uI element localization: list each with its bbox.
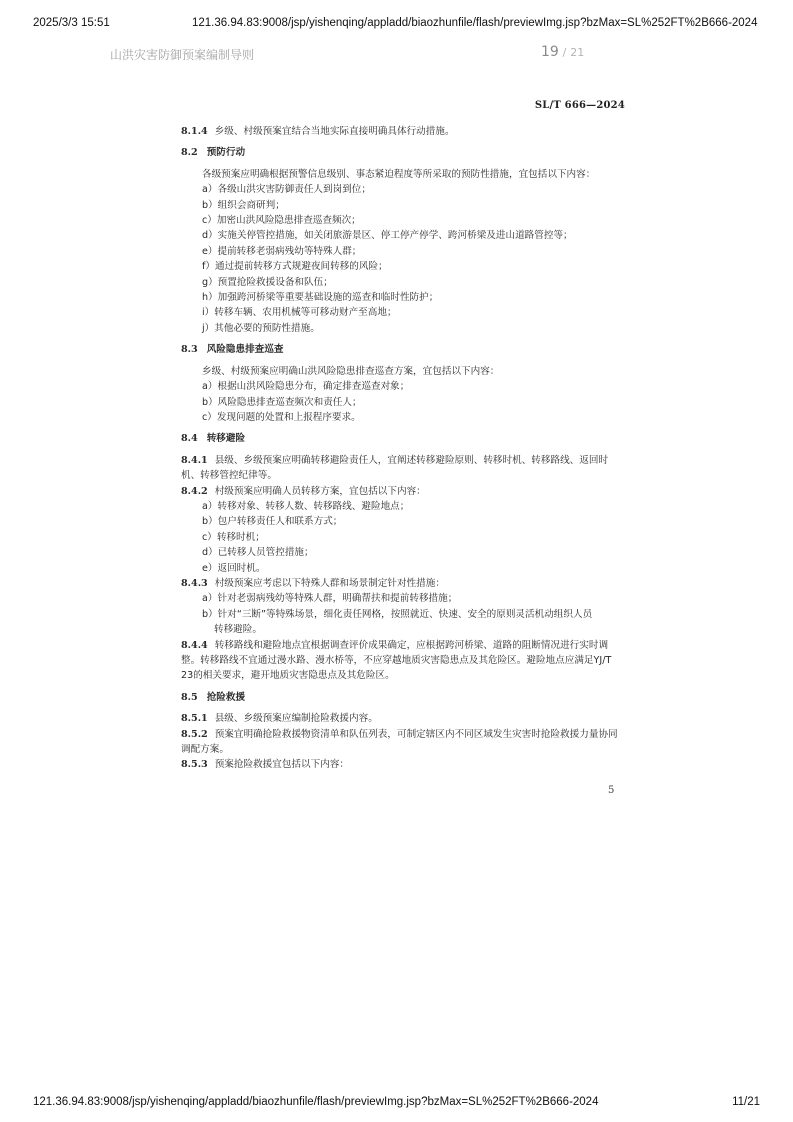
list-item: a）转移对象、转移人数、转移路线、避险地点； bbox=[202, 500, 410, 512]
list-item: j）其他必要的预防性措施。 bbox=[202, 322, 320, 334]
list-item: d）已转移人员管控措施； bbox=[202, 547, 314, 559]
section-heading bbox=[181, 431, 625, 446]
clause-number: 8.5.3 bbox=[181, 759, 208, 771]
clause-number: 8.4.2 bbox=[181, 485, 208, 497]
clause-text: 风险隐患排查巡查 bbox=[206, 344, 284, 356]
list-item: b）风险隐患排查巡查频次和责任人； bbox=[202, 396, 362, 408]
page-number: 5 bbox=[608, 785, 615, 796]
clause-paragraph bbox=[181, 453, 625, 484]
list-item: c）发现问题的处置和上报程序要求。 bbox=[202, 411, 361, 423]
list-item: e）返回时机。 bbox=[202, 562, 266, 574]
list-item: a）针对老弱病残幼等特殊人群，明确帮扶和提前转移措施； bbox=[202, 593, 458, 605]
print-url[interactable]: 121.36.94.83:9008/jsp/yishenqing/appladd/biaozhunfile/flash/previewImg.jsp?bzMax=SL%252FT%2B666-2024 bbox=[192, 17, 758, 29]
clause-text: 村级预案应明确人员转移方案，宜包括以下内容： bbox=[214, 485, 426, 497]
intro-paragraph: 各级预案应明确根据预警信息级别、事态紧迫程度等所采取的预防性措施，宜包括以下内容： bbox=[202, 168, 596, 180]
clause-text: 村级预案应考虑以下特殊人群和场景制定针对性措施： bbox=[214, 577, 445, 589]
section-heading bbox=[181, 342, 625, 357]
clause-text: 县级、乡级预案应编制抢险救援内容。 bbox=[214, 713, 378, 725]
clause-number: 8.5 bbox=[181, 691, 198, 703]
section-heading bbox=[181, 690, 625, 705]
viewer-toolbar bbox=[96, 42, 596, 64]
standard-code: SL/T 666—2024 bbox=[534, 100, 625, 111]
list-item: e）提前转移老弱病残幼等特殊人群； bbox=[202, 245, 362, 257]
page-separator: / bbox=[562, 46, 567, 59]
list-item: a）根据山洪风险隐患分布，确定排查巡查对象； bbox=[202, 381, 410, 393]
clause-paragraph bbox=[181, 727, 625, 758]
clause-number: 8.2 bbox=[181, 147, 198, 159]
clause-paragraph bbox=[181, 638, 625, 684]
list-item: f）通过提前转移方式规避夜间转移的风险； bbox=[202, 261, 388, 273]
clause-number: 8.4.3 bbox=[181, 577, 208, 589]
list-item: i）转移车辆、农用机械等可移动财产至高地； bbox=[202, 307, 397, 319]
total-pages: 21 bbox=[570, 46, 585, 59]
document-body bbox=[181, 124, 625, 773]
clause-number: 8.3 bbox=[181, 344, 198, 356]
list-item: c）加密山洪风险隐患排查巡查频次； bbox=[202, 215, 361, 227]
clause-paragraph bbox=[181, 484, 625, 499]
list-item: a）各级山洪灾害防御责任人到岗到位； bbox=[202, 184, 371, 196]
list-item: g）预置抢险救援设备和队伍； bbox=[202, 276, 333, 288]
clause-number: 8.5.1 bbox=[181, 713, 208, 725]
clause-text: 乡级、村级预案宜结合当地实际直接明确具体行动措施。 bbox=[214, 126, 455, 137]
intro-paragraph: 乡级、村级预案应明确山洪风险隐患排查巡查方案，宜包括以下内容： bbox=[202, 365, 500, 377]
document-title: 山洪灾害防御预案编制导则 bbox=[110, 48, 255, 62]
clause-paragraph bbox=[181, 124, 625, 139]
clause-text: 预防行动 bbox=[206, 147, 246, 159]
clause-text: 转移避险 bbox=[206, 433, 246, 445]
footer-url[interactable]: 121.36.94.83:9008/jsp/yishenqing/appladd/biaozhunfile/flash/previewImg.jsp?bzMax=SL%252FT%2B666-2024 bbox=[33, 1096, 599, 1108]
list-item: b）包户转移责任人和联系方式； bbox=[202, 516, 343, 528]
footer-page-count: 11/21 bbox=[732, 1096, 760, 1108]
clause-number: 8.4.1 bbox=[181, 454, 208, 466]
page-indicator[interactable] bbox=[541, 44, 584, 60]
clause-number: 8.5.2 bbox=[181, 728, 208, 740]
clause-paragraph bbox=[181, 711, 625, 726]
clause-paragraph bbox=[181, 576, 625, 591]
print-header bbox=[0, 0, 793, 30]
list-item: h）加强跨河桥梁等重要基础设施的巡查和临时性防护； bbox=[202, 292, 439, 304]
clause-number: 8.4.4 bbox=[181, 639, 208, 651]
print-datetime: 2025/3/3 15:51 bbox=[33, 17, 110, 29]
clause-text: 县级、乡级预案应明确转移避险责任人，宜阐述转移避险原则、转移时机、转移路线、返回时机、转移管控纪律等。 bbox=[181, 454, 609, 482]
current-page: 19 bbox=[541, 44, 559, 60]
clause-paragraph bbox=[181, 757, 625, 772]
clause-text: 预案宜明确抢险救援物资清单和队伍列表，可制定辖区内不同区域发生灾害时抢险救援力量协同调配方案。 bbox=[181, 728, 618, 756]
list-item: 转移避险。 bbox=[214, 624, 262, 636]
clause-text: 转移路线和避险地点宜根据调查评价成果确定，应根据跨河桥梁、道路的阻断情况进行实时调整。转移路线不宜通过漫水路、漫水桥等，不应穿越地质灾害隐患点及其危险区。避险地点应满足YJ/T 23的相关要求，避开地质灾害隐患点及其危险区。 bbox=[181, 639, 612, 682]
clause-text: 预案抢险救援宜包括以下内容： bbox=[214, 759, 350, 771]
list-item: b）针对“三断”等特殊场景，细化责任网格，按照就近、快速、安全的原则灵活机动组织人员 bbox=[202, 608, 593, 620]
list-item: b）组织会商研判； bbox=[202, 199, 285, 211]
list-item: d）实施关停管控措施，如关闭旅游景区、停工停产停学、跨河桥梁及进山道路管控等； bbox=[202, 230, 573, 242]
clause-number: 8.1.4 bbox=[181, 126, 208, 137]
clause-number: 8.4 bbox=[181, 433, 198, 445]
clause-text: 抢险救援 bbox=[206, 691, 246, 703]
print-footer bbox=[0, 1090, 793, 1110]
list-item: c）转移时机； bbox=[202, 531, 265, 543]
section-heading bbox=[181, 145, 625, 160]
